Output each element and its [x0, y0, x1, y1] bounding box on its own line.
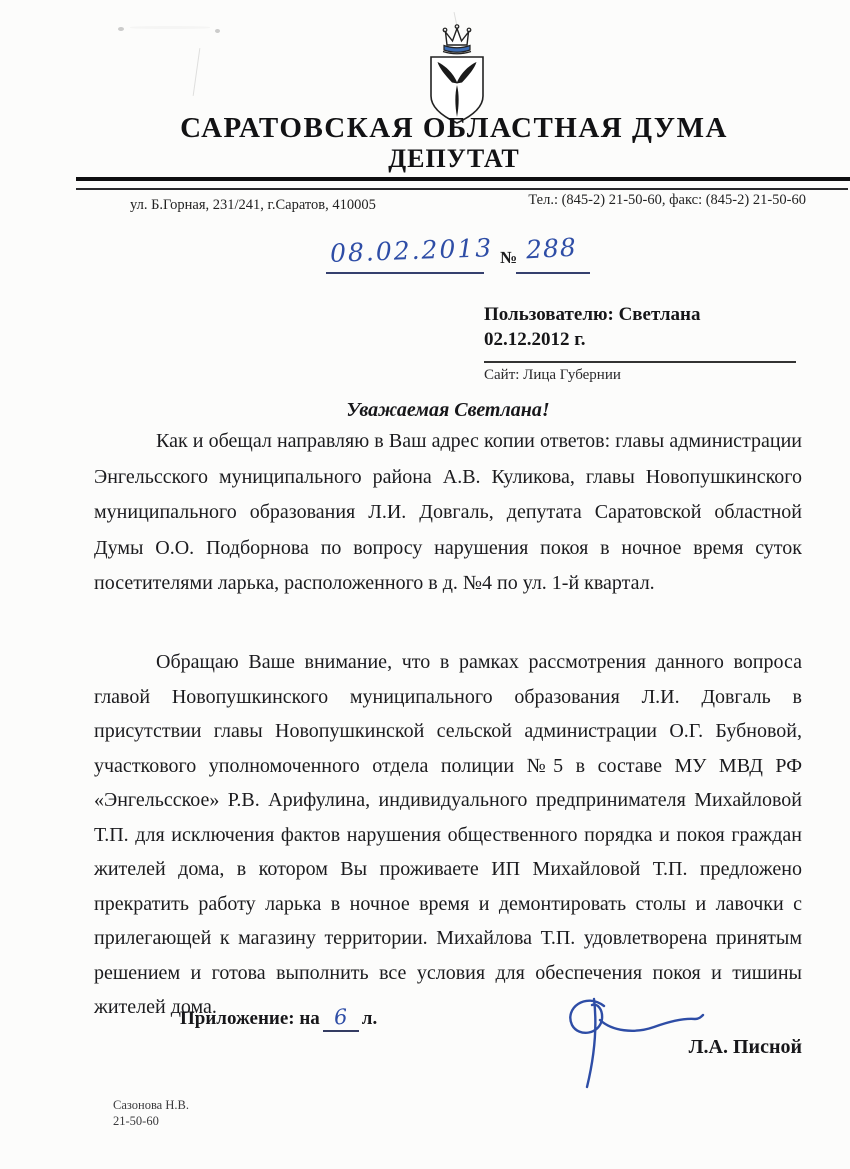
body-paragraph-2: Обращаю Ваше внимание, что в рамках рассмотрения данного вопроса главой Новопушкинского муниципального образования Л.И. Довгаль в присутствии главы Новопушкинской сельской администрации О.Г. Бубновой, участкового уполномоченного отдела полиции №5 в составе МУ МВД РФ «Энгельсское» Р.В. Арифулина, индивидуального предпринимателя Михайловой Т.П. для исключения фактов нарушения общественного порядка и покоя граждан жителей дома, в котором Вы проживаете ИП Михайловой Т.П. предложено прекратить работу ларька в ночное время и демонтировать столы и лавочки с прилегающей к магазину территории. Михайлова Т.П. удовлетворена принятым решением и готова выполнить все условия для обеспечения покоя и тишины жителей дома.: [94, 651, 802, 1018]
letterhead-divider-thick: [76, 177, 850, 181]
scan-artifact: [193, 48, 201, 96]
org-phone: Тел.: (845-2) 21-50-60, факс: (845-2) 21-50-60: [528, 192, 806, 208]
scan-artifact: [130, 26, 210, 29]
scan-artifact: [215, 29, 220, 33]
recipient-divider: [484, 361, 796, 363]
recipient-site: Сайт: Лица Губернии: [484, 366, 621, 383]
recipient-date: 02.12.2012 г.: [484, 329, 586, 350]
attachment-line: [180, 1005, 377, 1032]
salutation: Уважаемая Светлана!: [346, 399, 550, 421]
scan-artifact: [118, 27, 124, 31]
signer-name: Л.А. Писной: [688, 1036, 802, 1058]
attachment-label-after: л.: [361, 1008, 378, 1029]
executor-phone: 21-50-60: [113, 1114, 159, 1128]
attachment-pages-slot: [323, 1005, 359, 1032]
date-underline: [326, 272, 484, 274]
body-paragraph-1: Как и обещал направляю в Ваш адрес копии ответов: главы администрации Энгельсского муниципального района А.В. Куликова, главы Новопушкинского муниципального образования Л.И. Довгаль, депутата Саратовской областной Думы О.О. Подборнова по вопросу нарушения покоя в ночное время суток посетителями ларька, расположенного в д. №4 по ул. 1-й квартал.: [94, 430, 802, 594]
letterhead-divider-thin: [76, 188, 848, 190]
org-address: ул. Б.Горная, 231/241, г.Саратов, 410005: [130, 197, 376, 213]
recipient-block: [484, 302, 800, 384]
number-sign: №: [500, 248, 518, 267]
executor-footer: [113, 1097, 189, 1129]
handwritten-pages-count: 6: [333, 1004, 349, 1030]
attachment-label-before: Приложение: на: [180, 1008, 320, 1029]
handwritten-date: 08.02.2013: [329, 233, 494, 268]
org-name: САРАТОВСКАЯ ОБЛАСТНАЯ ДУМА: [180, 112, 728, 144]
executor-name: Сазонова Н.В.: [113, 1098, 189, 1112]
number-underline: [516, 272, 590, 274]
recipient-name: Пользователю: Светлана: [484, 304, 701, 325]
handwritten-number: 288: [525, 232, 578, 265]
org-subtitle: ДЕПУТАТ: [388, 144, 520, 173]
reference-line: [329, 232, 600, 280]
